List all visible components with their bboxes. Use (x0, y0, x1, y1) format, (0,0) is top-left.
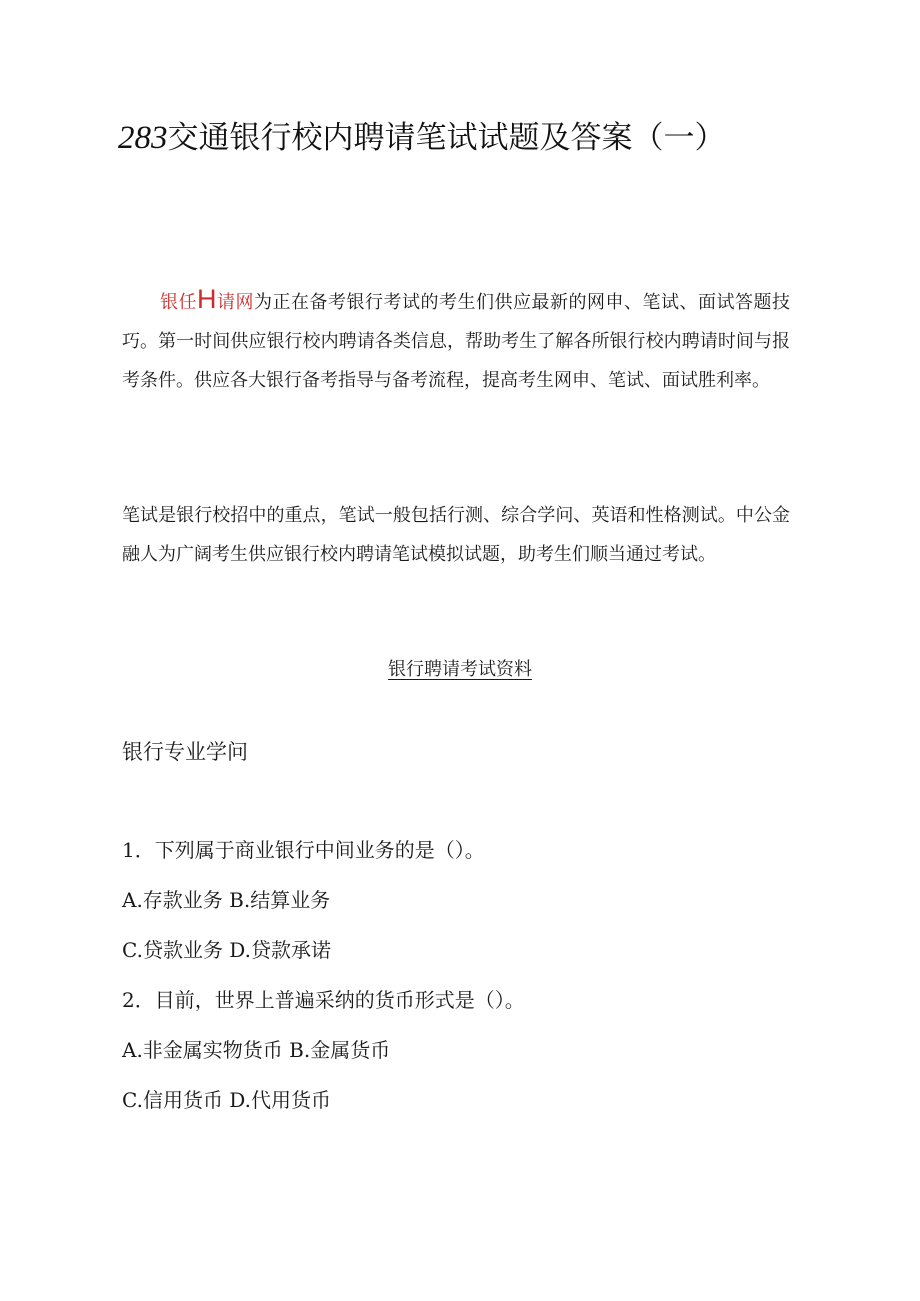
question-2-stem: 2．目前，世界上普遍采纳的货币形式是（）。 (122, 988, 525, 1012)
question-2-options-ab: A.非金属实物货币 B.金属货币 (122, 1038, 391, 1062)
section-subheading: 银行专业学问 (122, 740, 248, 764)
section-link-row (0, 655, 920, 681)
question-2-options-cd: C.信用货币 D.代用货币 (122, 1088, 331, 1112)
intro-paragraph (122, 280, 790, 400)
brand-big-letter: H (197, 284, 217, 314)
brand-part-1: 银任 (160, 292, 197, 313)
question-1-options-cd: C.贷款业务 D.贷款承诺 (122, 938, 331, 962)
title-number: 283 (118, 120, 168, 156)
bank-exam-materials-link[interactable]: 银行聘请考试资料 (388, 659, 532, 680)
title-text: 交通银行校内聘请笔试试题及答案（一） (167, 120, 726, 156)
intro-text: 为正在备考银行考试的考生们供应最新的网申、笔试、面试答题技巧。第一时间供应银行校内聘请各类信息，帮助考生了解各所银行校内聘请时间与报考条件。供应各大银行备考指导与备考流程，提高考生网申、笔试、面试胜利率。 (122, 292, 790, 391)
document-title (118, 112, 838, 157)
question-1-stem: 1．下列属于商业银行中间业务的是（）。 (122, 838, 485, 862)
brand-name (160, 284, 254, 314)
intro-paragraph-2: 笔试是银行校招中的重点，笔试一般包括行测、综合学问、英语和性格测试。中公金融人为广阔考生供应银行校内聘请笔试模拟试题，助考生们顺当通过考试。 (122, 505, 790, 565)
question-1-options-ab: A.存款业务 B.结算业务 (122, 888, 331, 912)
brand-part-2: 请网 (216, 292, 254, 313)
